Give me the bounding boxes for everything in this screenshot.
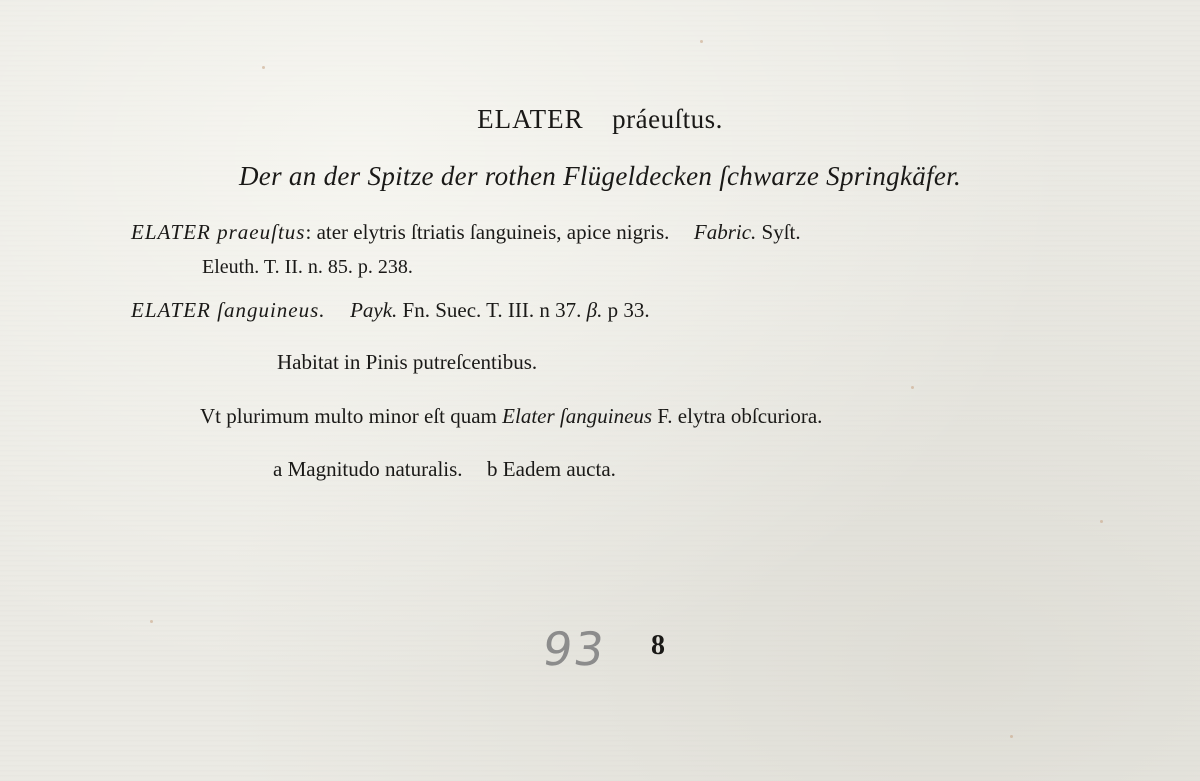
paper-speck — [150, 620, 153, 623]
note-line — [200, 404, 822, 429]
paper-speck — [700, 40, 703, 43]
german-subtitle: Der an der Spitze der rothen Flügeldecken ſchwarze Springkäfer. — [238, 161, 961, 191]
synonym-line-2 — [131, 298, 650, 323]
synonym1-ref-tail: Syſt. — [761, 220, 801, 244]
note-pre: Vt plurimum multo minor eſt quam — [200, 404, 497, 428]
synonym2-beta: β. — [586, 298, 603, 322]
page-number: 8 — [651, 630, 665, 661]
synonym1-ref-author: Fabric. — [693, 220, 757, 244]
synonym-line-1-continued: Eleuth. T. II. n. 85. p. 238. — [202, 256, 413, 278]
synonym2-ref-author: Payk. — [350, 298, 398, 322]
figure-legend — [273, 457, 616, 482]
heading-genus: ELATER — [477, 104, 584, 134]
paper-speck — [1010, 735, 1013, 738]
species-heading — [0, 104, 1200, 135]
paper-speck — [1100, 520, 1103, 523]
synonym2-page: p 33. — [607, 298, 650, 322]
paper-speck — [911, 386, 914, 389]
pencil-annotation: 93 — [539, 622, 610, 676]
habitat-line: Habitat in Pinis putreſcentibus. — [277, 350, 538, 374]
synonym2-text: Fn. Suec. T. III. n 37. — [402, 298, 582, 322]
synonym1-text: : ater elytris ſtriatis ſanguineis, apice nigris. — [305, 220, 670, 244]
figure-a: a Magnitudo naturalis. — [273, 457, 463, 481]
figure-b: b Eadem aucta. — [487, 457, 616, 481]
synonym2-name: ELATER ſanguineus. — [131, 298, 326, 322]
synonym-line-1 — [131, 220, 801, 245]
note-species: Elater ſanguineus — [502, 404, 653, 428]
synonym1-name: ELATER praeuſtus — [131, 220, 306, 244]
heading-species: práeuſtus. — [612, 104, 723, 134]
note-post: F. elytra obſcuriora. — [657, 404, 823, 428]
paper-speck — [262, 66, 265, 69]
